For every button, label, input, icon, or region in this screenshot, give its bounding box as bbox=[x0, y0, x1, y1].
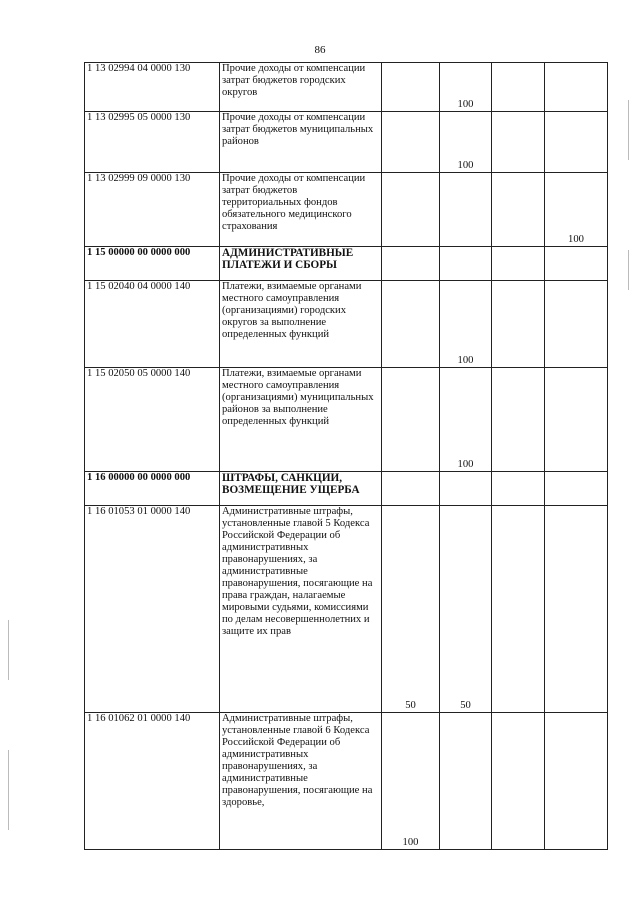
row-value-4 bbox=[545, 368, 608, 472]
row-value-3 bbox=[492, 63, 545, 112]
row-value-4: 100 bbox=[545, 173, 608, 247]
row-code: 1 15 00000 00 0000 000 bbox=[85, 247, 220, 281]
row-value-2 bbox=[440, 713, 492, 850]
row-value-1 bbox=[382, 63, 440, 112]
scan-artifact bbox=[8, 750, 9, 830]
row-name: ШТРАФЫ, САНКЦИИ, ВОЗМЕЩЕНИЕ УЩЕРБА bbox=[220, 472, 382, 506]
row-code: 1 16 01053 01 0000 140 bbox=[85, 506, 220, 713]
table-row bbox=[85, 368, 608, 472]
row-code: 1 16 01062 01 0000 140 bbox=[85, 713, 220, 850]
row-code: 1 13 02999 09 0000 130 bbox=[85, 173, 220, 247]
row-value-3 bbox=[492, 368, 545, 472]
row-name: АДМИНИСТРАТИВНЫЕ ПЛАТЕЖИ И СБОРЫ bbox=[220, 247, 382, 281]
row-name: Административные штрафы, установленные главой 5 Кодекса Российской Федерации об административных правонарушениях, за административные правонарушения, посягающие на права граждан, налагаемые мировыми судьями, комиссиями по делам несовершеннолетних и защите их прав bbox=[220, 506, 382, 713]
row-code: 1 13 02994 04 0000 130 bbox=[85, 63, 220, 112]
row-value-2: 100 bbox=[440, 63, 492, 112]
row-value-2: 100 bbox=[440, 281, 492, 368]
row-name: Прочие доходы от компенсации затрат бюджетов городских округов bbox=[220, 63, 382, 112]
row-value-2 bbox=[440, 247, 492, 281]
row-name: Административные штрафы, установленные главой 6 Кодекса Российской Федерации об административных правонарушениях, за административные правонарушения, посягающие на здоровье, bbox=[220, 713, 382, 850]
row-value-4 bbox=[545, 472, 608, 506]
table-row bbox=[85, 281, 608, 368]
row-value-3 bbox=[492, 173, 545, 247]
row-value-1 bbox=[382, 112, 440, 173]
row-value-2: 50 bbox=[440, 506, 492, 713]
row-value-1 bbox=[382, 247, 440, 281]
row-value-4 bbox=[545, 63, 608, 112]
row-name: Платежи, взимаемые органами местного самоуправления (организациями) городских округов за выполнение определенных функций bbox=[220, 281, 382, 368]
row-value-1: 100 bbox=[382, 713, 440, 850]
row-value-3 bbox=[492, 281, 545, 368]
scan-artifact bbox=[628, 250, 629, 290]
revenue-table bbox=[84, 62, 608, 850]
table-row bbox=[85, 112, 608, 173]
row-code: 1 13 02995 05 0000 130 bbox=[85, 112, 220, 173]
row-code: 1 16 00000 00 0000 000 bbox=[85, 472, 220, 506]
table-row bbox=[85, 247, 608, 281]
row-name: Прочие доходы от компенсации затрат бюджетов территориальных фондов обязательного медицинского страхования bbox=[220, 173, 382, 247]
row-value-1 bbox=[382, 472, 440, 506]
table-row bbox=[85, 506, 608, 713]
row-value-2: 100 bbox=[440, 368, 492, 472]
row-code: 1 15 02050 05 0000 140 bbox=[85, 368, 220, 472]
row-name: Прочие доходы от компенсации затрат бюджетов муниципальных районов bbox=[220, 112, 382, 173]
table-row bbox=[85, 713, 608, 850]
scan-artifact bbox=[628, 100, 629, 160]
row-value-4 bbox=[545, 112, 608, 173]
scan-artifact bbox=[8, 620, 9, 680]
row-value-4 bbox=[545, 713, 608, 850]
row-value-1 bbox=[382, 173, 440, 247]
page-number: 86 bbox=[314, 44, 326, 56]
row-value-2 bbox=[440, 472, 492, 506]
row-value-2 bbox=[440, 173, 492, 247]
row-value-3 bbox=[492, 247, 545, 281]
row-value-3 bbox=[492, 112, 545, 173]
row-value-2: 100 bbox=[440, 112, 492, 173]
table-row bbox=[85, 63, 608, 112]
row-value-1 bbox=[382, 281, 440, 368]
row-name: Платежи, взимаемые органами местного самоуправления (организациями) муниципальных районов за выполнение определенных функций bbox=[220, 368, 382, 472]
row-value-4 bbox=[545, 281, 608, 368]
row-value-1 bbox=[382, 368, 440, 472]
row-value-3 bbox=[492, 506, 545, 713]
row-value-3 bbox=[492, 472, 545, 506]
row-code: 1 15 02040 04 0000 140 bbox=[85, 281, 220, 368]
row-value-4 bbox=[545, 247, 608, 281]
table-row bbox=[85, 472, 608, 506]
row-value-1: 50 bbox=[382, 506, 440, 713]
row-value-4 bbox=[545, 506, 608, 713]
table-row bbox=[85, 173, 608, 247]
row-value-3 bbox=[492, 713, 545, 850]
